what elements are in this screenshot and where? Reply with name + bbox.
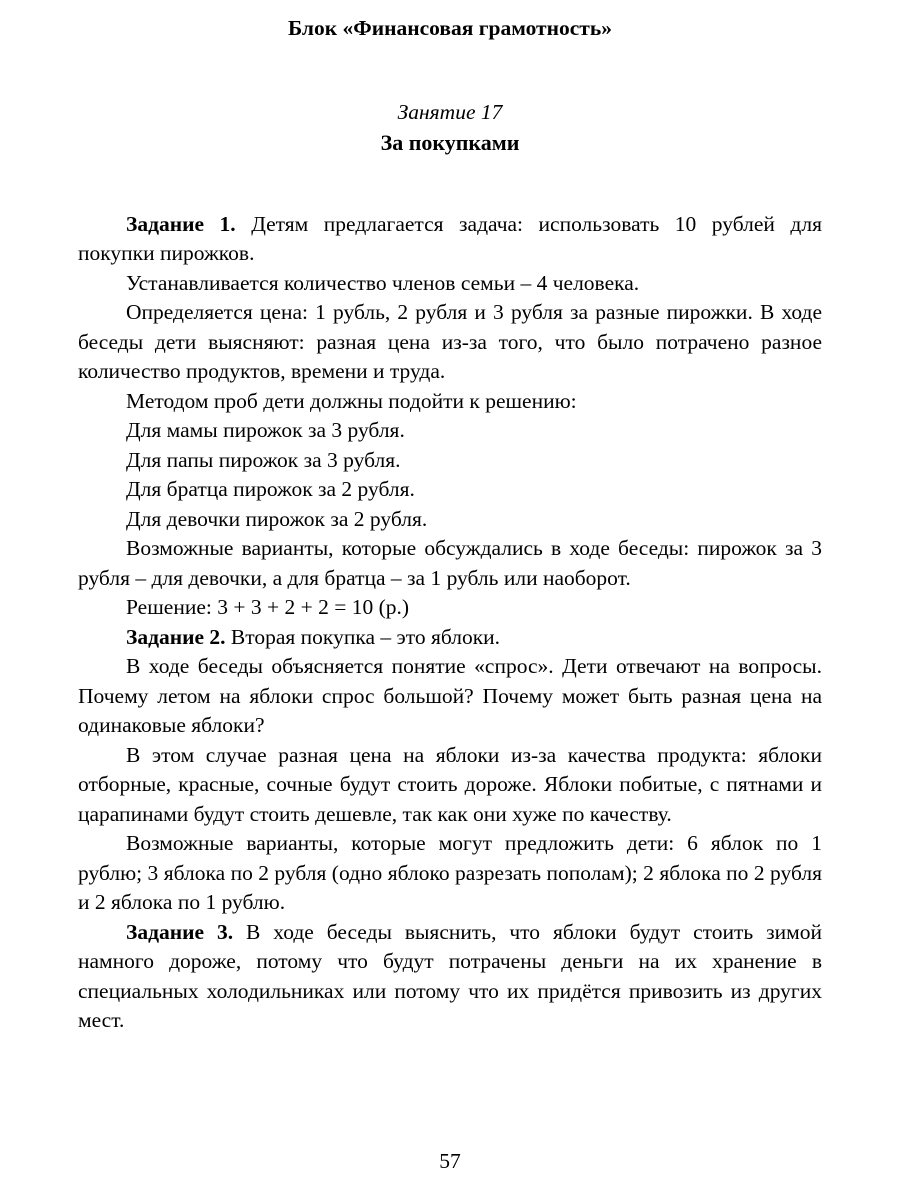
paragraph [78,210,822,269]
running-header: Блок «Финансовая грамотность» [288,16,612,40]
paragraph [78,918,822,1036]
paragraph-text: Возможные варианты, которые обсуждались в ходе беседы: пирожок за 3 рубля – для девочки, а для братца – за 1 рубль или наоборот. [78,536,822,590]
paragraph [78,298,822,387]
paragraph-text: Детям предлагается задача: использовать 10 рублей для покупки пирожков. [78,211,822,265]
paragraph [78,475,822,505]
paragraph [78,829,822,918]
paragraph [78,269,822,299]
paragraph-text: Для мамы пирожок за 3 рубля. [126,418,405,442]
paragraph-text: Решение: 3 + 3 + 2 + 2 = 10 (р.) [126,595,410,619]
paragraph-text: Возможные варианты, которые могут предложить дети: 6 яблок по 1 рублю; 3 яблока по 2 рубля (одно яблоко разрезать пополам); 2 яблока по 2 рубля и 2 яблока по 1 рублю. [78,831,822,914]
paragraph [78,534,822,593]
paragraph-text: В этом случае разная цена на яблоки из-за качества продукта: яблоки отборные, красные, сочные будут стоить дороже. Яблоки побитые, с пятнами и царапинами будут стоить дешевле, так как они хуже по качеству. [78,742,822,826]
paragraph [78,593,822,623]
paragraph [78,505,822,535]
paragraph-text: Методом проб дети должны подойти к решению: [126,388,577,413]
paragraph-text: Определяется цена: 1 рубль, 2 рубля и 3 рубля за разные пирожки. В ходе беседы дети выясняют: разная цена из-за того, что было потрачено разное количество продуктов, времени и труда. [78,300,822,383]
paragraph [78,741,822,830]
lesson-title: Занятие 17 [397,99,503,124]
paragraph [78,416,822,446]
lesson-subtitle: За покупками [380,130,520,155]
paragraph-text: В ходе беседы выяснить, что яблоки будут стоить зимой намного дороже, потому что будут потрачены деньги на их хранение в специальных холодильниках или потому что их придётся привозить из других мест. [78,919,823,1032]
paragraph-lead: Задание 2. [126,624,226,649]
paragraph-text: В ходе беседы объясняется понятие «спрос». Дети отвечают на вопросы. Почему летом на яблоки спрос большой? Почему может быть разная цена на одинаковые яблоки? [78,654,822,737]
paragraph-text: Устанавливается количество членов семьи – 4 человека. [126,270,640,295]
paragraph [78,387,822,417]
paragraph-text: Для девочки пирожок за 2 рубля. [126,506,428,531]
paragraph [78,446,822,476]
page-number: 57 [439,1148,461,1173]
paragraph-text: Для папы пирожок за 3 рубля. [126,447,401,472]
paragraph-lead: Задание 3. [126,919,234,944]
paragraph-text: Для братца пирожок за 2 рубля. [126,477,415,501]
paragraph [78,623,822,653]
body-text [78,210,822,1036]
paragraph-text: Вторая покупка – это яблоки. [225,624,501,649]
paragraph [78,652,822,741]
paragraph-lead: Задание 1. [126,211,236,236]
